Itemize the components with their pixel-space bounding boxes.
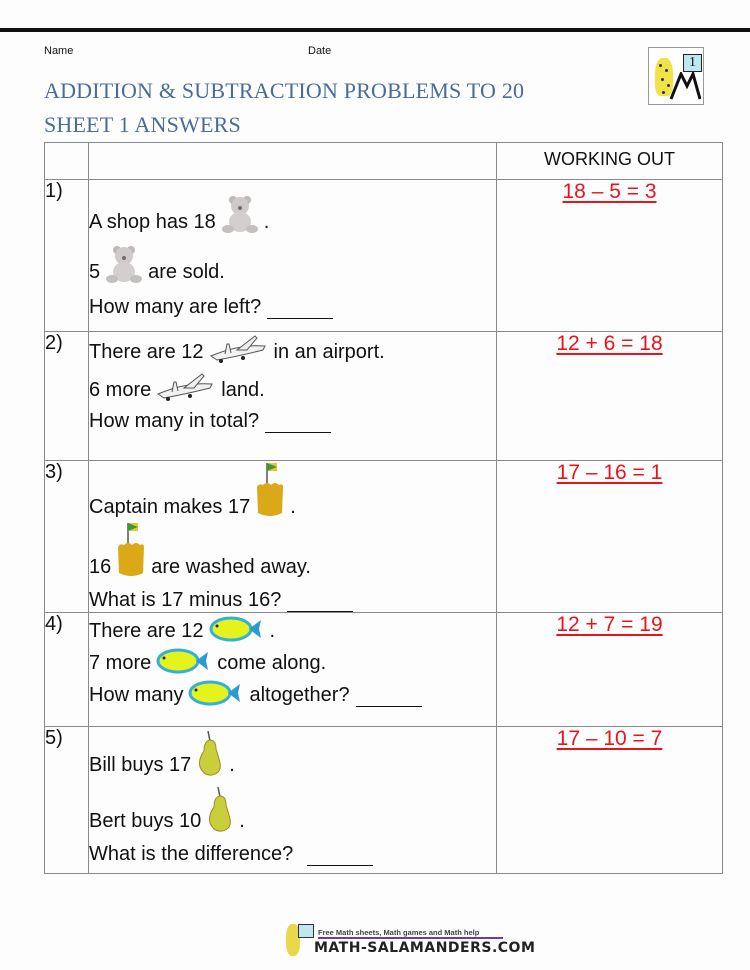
line-text: 5: [89, 261, 101, 283]
fish-icon: [156, 647, 212, 675]
problem-text: [89, 180, 497, 332]
salamander-logo-icon: [648, 47, 704, 105]
line-text: What is 17 minus 16?: [89, 589, 282, 611]
line-text: 7 more: [89, 652, 152, 674]
line-text: Bill buys 17: [89, 754, 192, 776]
line-text: .: [290, 496, 296, 518]
header-cell-problem: [89, 143, 497, 180]
table-header-row: [45, 143, 723, 180]
problem-text: [89, 727, 497, 874]
problem-text: [89, 613, 497, 727]
teddy-bear-icon: [221, 194, 259, 234]
answer-blank[interactable]: [265, 414, 331, 433]
problem-line: [89, 843, 496, 866]
table-row: [45, 727, 723, 874]
line-text: .: [269, 620, 276, 642]
line-text: There are 12: [89, 341, 204, 363]
top-rule: [0, 28, 750, 32]
line-text: 16: [89, 556, 112, 578]
problem-line: [89, 372, 496, 402]
fish-icon: [209, 615, 265, 643]
line-text: .: [229, 754, 235, 776]
table-row: [45, 461, 723, 613]
problem-line: [89, 521, 496, 579]
answer-blank[interactable]: [267, 300, 333, 319]
problem-line: [89, 647, 496, 675]
line-text: .: [239, 810, 245, 832]
problem-line: [89, 244, 496, 284]
problem-text: [89, 332, 497, 461]
board-icon: [298, 924, 314, 938]
answer-blank[interactable]: [307, 847, 373, 866]
problem-line: [89, 731, 496, 777]
answer-blank[interactable]: [356, 688, 422, 707]
line-text: .: [263, 211, 270, 233]
airplane-icon: [156, 372, 216, 402]
answer-equation: 17 – 16 = 1: [497, 461, 723, 613]
header-cell-number: [45, 143, 89, 180]
header-cell-working-out: WORKING OUT: [497, 143, 723, 180]
table-row: [45, 613, 723, 727]
footer-brand: MATH-SALAMANDERS.COM: [314, 940, 536, 956]
table-row: [45, 332, 723, 461]
table-row: [45, 180, 723, 332]
line-text: in an airport.: [273, 341, 385, 363]
line-text: 6 more: [89, 379, 152, 401]
footer-tagline: Free Math sheets, Math games and Math help: [318, 928, 480, 937]
line-text: How many: [89, 684, 184, 706]
fish-icon: [188, 679, 244, 707]
line-text: are washed away.: [151, 556, 311, 578]
answer-equation: 17 – 10 = 7: [497, 727, 723, 874]
problem-line: [89, 194, 496, 234]
easel-icon: [669, 72, 701, 100]
name-label: Name: [44, 45, 74, 57]
pear-icon: [206, 787, 234, 833]
problem-line: [89, 461, 496, 519]
answer-equation: 18 – 5 = 3: [497, 180, 723, 332]
line-text: are sold.: [148, 261, 225, 283]
line-text: Bert buys 10: [89, 810, 202, 832]
problem-number: 5): [45, 727, 89, 874]
date-label: Date: [308, 45, 332, 57]
problem-number: 3): [45, 461, 89, 613]
problem-text: [89, 461, 497, 613]
line-text: How many are left?: [89, 296, 262, 318]
problem-line: [89, 615, 496, 643]
footer-logo: [286, 922, 536, 958]
line-text: altogether?: [249, 684, 350, 706]
problem-number: 2): [45, 332, 89, 461]
problem-line: [89, 679, 496, 707]
problem-line: [89, 410, 496, 433]
answer-blank[interactable]: [287, 593, 353, 612]
teddy-bear-icon: [105, 244, 143, 284]
problem-number: 1): [45, 180, 89, 332]
answer-equation: 12 + 7 = 19: [497, 613, 723, 727]
sandcastle-icon: [255, 461, 285, 519]
problem-line: [89, 334, 496, 364]
footer-rule: [318, 937, 503, 939]
problem-line: [89, 296, 496, 319]
line-text: There are 12: [89, 620, 204, 642]
problem-number: 4): [45, 613, 89, 727]
problems-table: [44, 142, 723, 874]
problem-line: [89, 589, 496, 612]
worksheet-subtitle: SHEET 1 ANSWERS: [44, 112, 241, 137]
worksheet-title: ADDITION & SUBTRACTION PROBLEMS TO 20: [44, 78, 525, 103]
logo-board: 1: [683, 54, 702, 72]
pear-icon: [196, 731, 224, 777]
line-text: How many in total?: [89, 410, 260, 432]
line-text: Captain makes 17: [89, 496, 251, 518]
airplane-icon: [209, 334, 269, 364]
answer-equation: 12 + 6 = 18: [497, 332, 723, 461]
line-text: What is the difference?: [89, 843, 294, 865]
line-text: come along.: [217, 652, 327, 674]
problem-line: [89, 787, 496, 833]
line-text: A shop has 18: [89, 211, 216, 233]
line-text: land.: [221, 379, 265, 401]
sandcastle-icon: [116, 521, 146, 579]
